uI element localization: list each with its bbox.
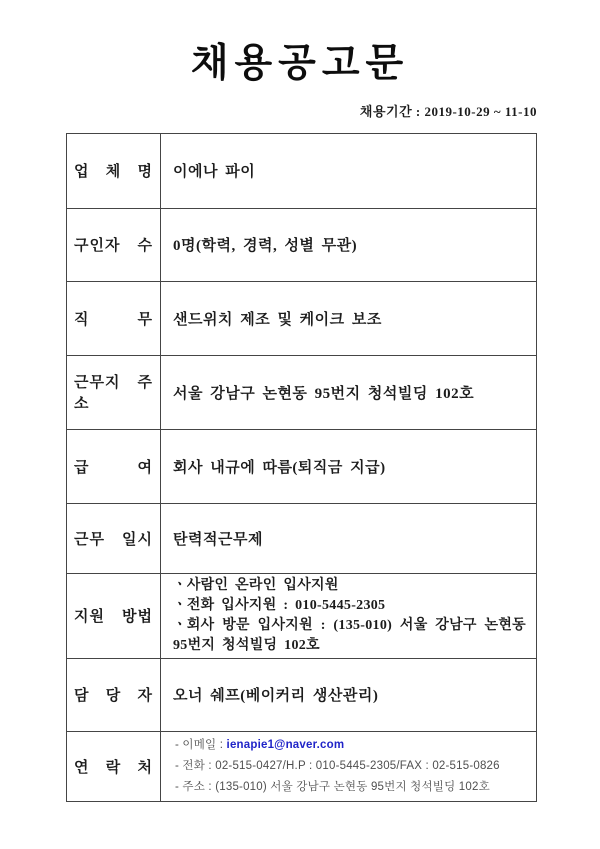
headcount-value: 0명(학력, 경력, 성별 무관) — [173, 238, 358, 255]
row-label: 지원 방법 — [74, 609, 153, 626]
row-label-cell — [67, 134, 161, 208]
row-value-cell — [161, 504, 536, 573]
contact-phone-line: - 전화 : 02-515-0427/H.P : 010-5445-2305/FAX : 02-515-0826 — [175, 759, 500, 772]
apply-method-visit: ㆍ회사 방문 입사지원 : (135-010) 서울 강남구 논현동 95번지 청석빌딩 102호 — [173, 617, 526, 653]
row-label: 근무 일시 — [74, 531, 153, 548]
salary-value: 회사 내규에 따름(퇴직금 지급) — [173, 459, 386, 476]
table-row-salary — [67, 429, 536, 503]
apply-method-online: ㆍ사람인 온라인 입사지원 — [173, 577, 339, 593]
apply-method-phone: ㆍ전화 입사지원 : 010-5445-2305 — [173, 597, 386, 613]
row-value-cell — [161, 209, 536, 281]
job-info-table — [66, 133, 537, 802]
work-address-value: 서울 강남구 논현동 95번지 청석빌딩 102호 — [173, 385, 475, 402]
row-value-cell — [161, 356, 536, 429]
row-label-cell — [67, 732, 161, 801]
row-value-cell — [161, 430, 536, 503]
row-value-cell — [161, 282, 536, 355]
company-name-value: 이에나 파이 — [173, 164, 256, 181]
row-label: 근무지 주소 — [74, 375, 153, 413]
contact-email-label: - 이메일 : — [175, 738, 227, 751]
table-row-headcount — [67, 208, 536, 281]
row-label-cell — [67, 282, 161, 355]
page-title: 채용공고문 — [190, 42, 410, 85]
contact-person-value: 오너 쉐프(베이커리 생산관리) — [173, 688, 379, 705]
table-row-work-schedule — [67, 503, 536, 573]
row-label-cell — [67, 430, 161, 503]
table-row-company-name — [67, 134, 536, 208]
row-label-cell — [67, 209, 161, 281]
table-row-work-address — [67, 355, 536, 429]
row-label-cell — [67, 574, 161, 658]
row-label-cell — [67, 659, 161, 731]
row-value-cell — [161, 659, 536, 731]
contact-email-line — [175, 735, 526, 756]
row-label: 구인자 수 — [74, 238, 153, 255]
table-row-contact-info — [67, 731, 536, 801]
row-label: 직 무 — [74, 311, 153, 328]
table-row-job-duty — [67, 281, 536, 355]
work-schedule-value: 탄력적근무제 — [173, 531, 263, 548]
row-value-cell — [161, 574, 536, 658]
row-label: 급 여 — [74, 459, 153, 476]
contact-address-line: - 주소 : (135-010) 서울 강남구 논현동 95번지 청석빌딩 102호 — [175, 780, 490, 793]
row-value-cell — [161, 134, 536, 208]
row-label-cell — [67, 356, 161, 429]
table-row-contact-person — [67, 658, 536, 731]
row-label: 연 락 처 — [74, 759, 153, 776]
row-label-cell — [67, 504, 161, 573]
row-value-cell — [161, 732, 536, 801]
job-duty-value: 샌드위치 제조 및 케이크 보조 — [173, 311, 382, 328]
table-row-apply-method — [67, 573, 536, 658]
recruitment-period: 채용기간 : 2019-10-29 ~ 11-10 — [359, 103, 537, 119]
contact-email-link[interactable]: ienapie1@naver.com — [226, 738, 345, 751]
row-label: 담 당 자 — [74, 688, 153, 705]
row-label: 업 체 명 — [74, 164, 153, 181]
